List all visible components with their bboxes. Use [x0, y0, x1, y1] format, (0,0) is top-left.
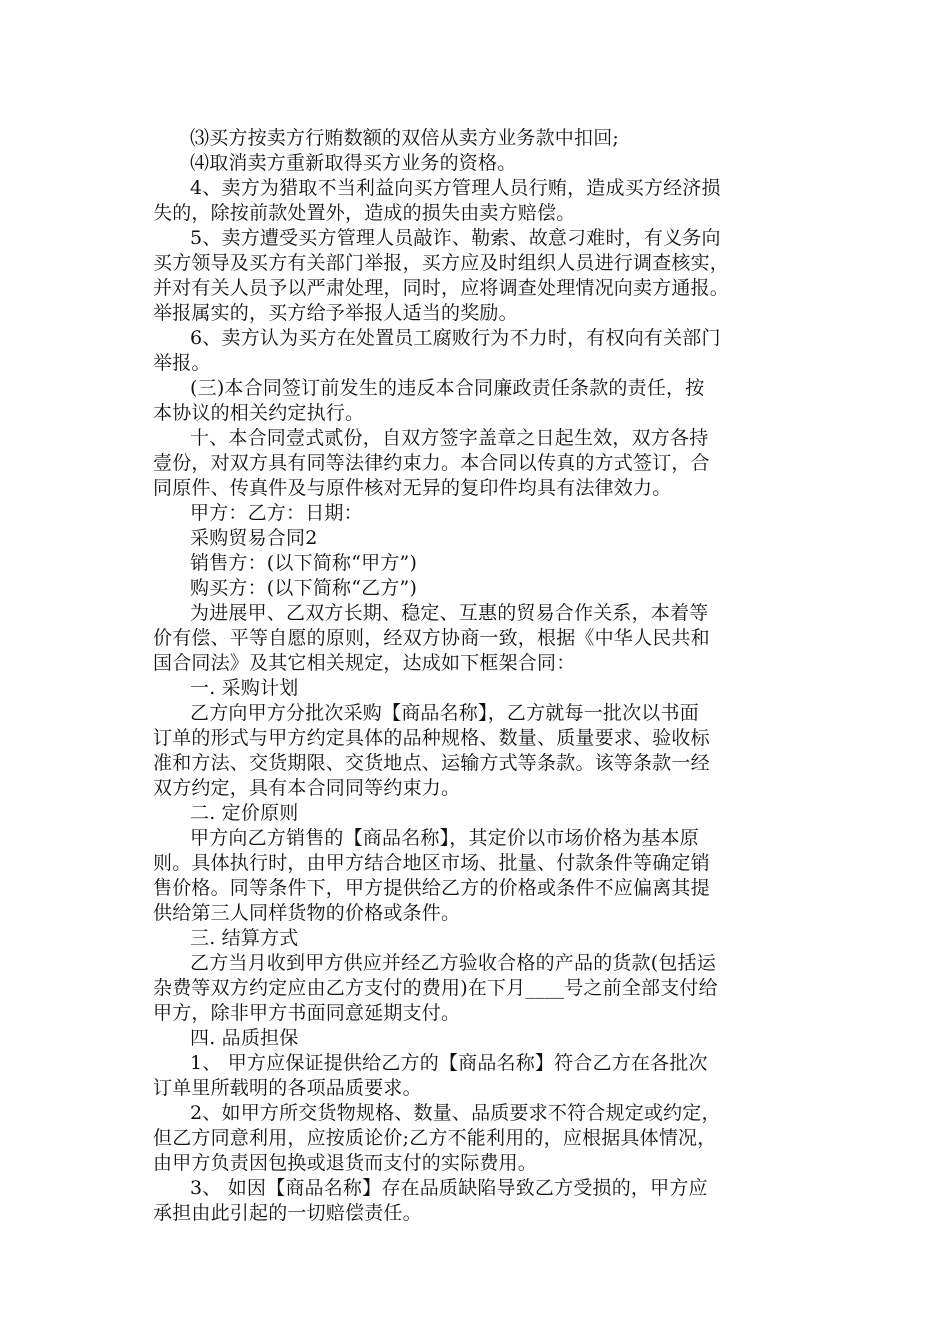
text-line: 但乙方同意利用，应按质论价;乙方不能利用的，应根据具体情况，: [153, 1127, 717, 1149]
text-line: 举报属实的，买方给予举报人适当的奖励。: [153, 302, 518, 324]
text-line: 准和方法、交货期限、交货地点、运输方式等条款。该等条款一经: [153, 752, 710, 774]
text-line: 则。具体执行时，由甲方结合地区市场、批量、付款条件等确定销: [153, 852, 710, 874]
text-line: 甲方，除非甲方书面同意延期支付。: [153, 1002, 461, 1024]
text-line: ⑷取消卖方重新取得买方业务的资格。: [190, 152, 517, 174]
text-line: 双方约定，具有本合同同等约束力。: [153, 777, 461, 799]
text-line: 杂费等双方约定应由乙方支付的费用)在下月____号之前全部支付给: [153, 977, 718, 999]
text-line: 由甲方负责因包换或退货而支付的实际费用。: [153, 1152, 538, 1174]
text-line: 壹份，对双方具有同等法律约束力。本合同以传真的方式签订，合: [153, 452, 710, 474]
text-line: 国合同法》及其它相关规定，达成如下框架合同：: [153, 652, 576, 674]
buyer-line: 购买方：(以下简称“乙方”): [190, 577, 418, 599]
text-line: 甲方向乙方销售的【商品名称】，其定价以市场价格为基本原: [190, 827, 699, 849]
text-line: 售价格。同等条件下，甲方提供给乙方的价格或条件不应偏离其提: [153, 877, 710, 899]
text-line: 订单的形式与甲方约定具体的品种规格、数量、质量要求、验收标: [153, 727, 710, 749]
text-line: 本协议的相关约定执行。: [153, 402, 365, 424]
text-line: 4、卖方为猎取不当利益向买方管理人员行贿，造成买方经济损: [190, 177, 721, 199]
text-line: 3、 如因【商品名称】存在品质缺陷导致乙方受损的，甲方应: [190, 1177, 708, 1199]
text-line: 订单里所载明的各项品质要求。: [153, 1077, 422, 1099]
section-heading: 一. 采购计划: [190, 677, 299, 699]
text-line: 2、如甲方所交货物规格、数量、品质要求不符合规定或约定，: [190, 1102, 721, 1124]
section-heading: 二. 定价原则: [190, 802, 299, 824]
text-line: 乙方当月收到甲方供应并经乙方验收合格的产品的货款(包括运: [190, 952, 717, 974]
text-line: ⑶买方按卖方行贿数额的双倍从卖方业务款中扣回;: [190, 127, 620, 149]
text-line: (三)本合同签订前发生的违反本合同廉政责任条款的责任，按: [190, 377, 705, 399]
text-line: 失的，除按前款处置外，造成的损失由卖方赔偿。: [153, 202, 576, 224]
text-line: 价有偿、平等自愿的原则，经双方协商一致，根据《中华人民共和: [153, 627, 710, 649]
section-heading: 四. 品质担保: [190, 1027, 299, 1049]
text-line: 十、本合同壹式贰份，自双方签字盖章之日起生效，双方各持: [190, 427, 709, 449]
section-heading: 三. 结算方式: [190, 927, 299, 949]
text-line: 乙方向甲方分批次采购【商品名称】，乙方就每一批次以书面: [190, 702, 699, 724]
text-line: 供给第三人同样货物的价格或条件。: [153, 902, 461, 924]
text-line: 买方领导及买方有关部门举报，买方应及时组织人员进行调查核实，: [153, 252, 730, 274]
text-line: 并对有关人员予以严肃处理，同时，应将调查处理情况向卖方通报。: [153, 277, 730, 299]
text-line: 1、 甲方应保证提供给乙方的【商品名称】符合乙方在各批次: [190, 1052, 708, 1074]
signature-line: 甲方：乙方：日期：: [190, 502, 363, 524]
document-title: 采购贸易合同2: [190, 527, 318, 549]
text-line: 举报。: [153, 352, 211, 374]
text-line: 5、卖方遭受买方管理人员敲诈、勒索、故意刁难时，有义务向: [190, 227, 721, 249]
text-line: 6、卖方认为买方在处置员工腐败行为不力时，有权向有关部门: [190, 327, 721, 349]
text-line: 为进展甲、乙双方长期、稳定、互惠的贸易合作关系，本着等: [190, 602, 709, 624]
text-line: 同原件、传真件及与原件核对无异的复印件均具有法律效力。: [153, 477, 672, 499]
text-line: 承担由此引起的一切赔偿责任。: [153, 1202, 422, 1224]
seller-line: 销售方：(以下简称“甲方”): [190, 552, 418, 574]
